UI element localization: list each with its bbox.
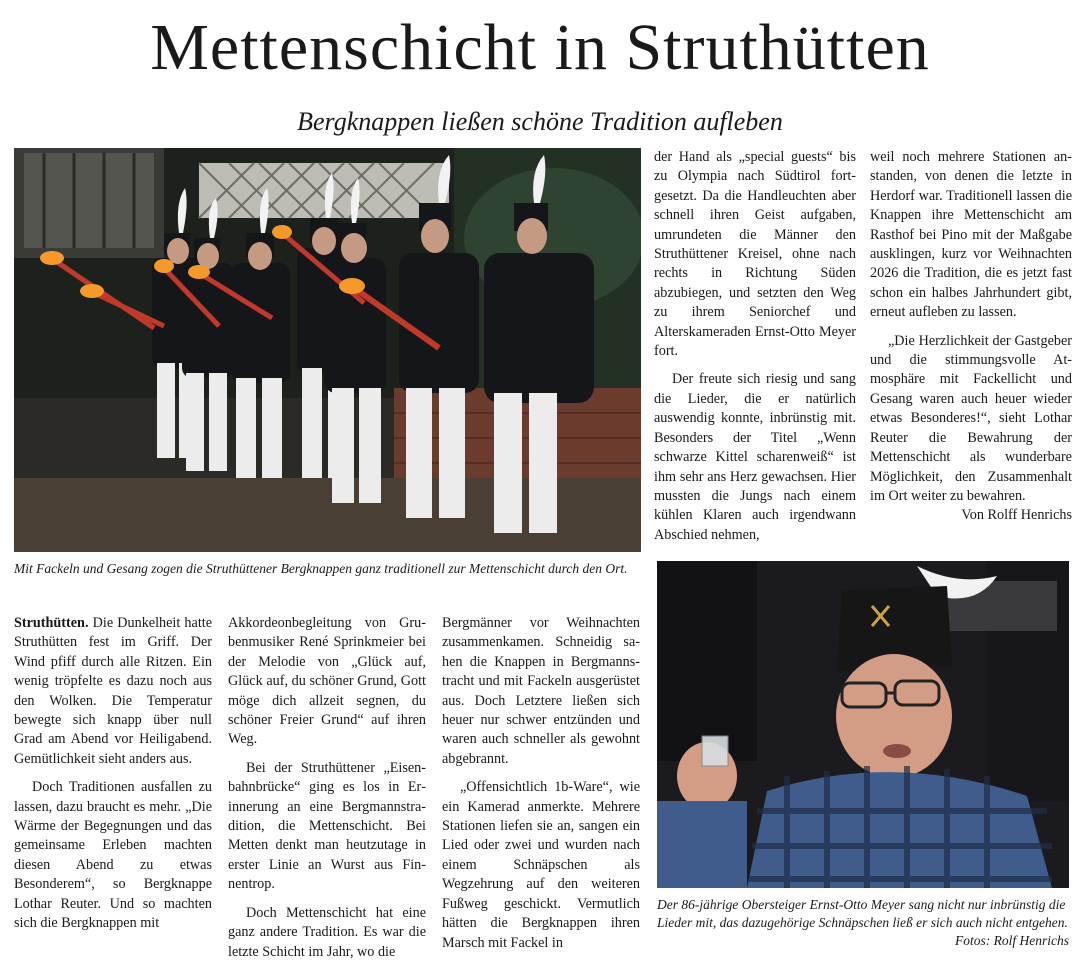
photo-credit: Fotos: Rolf Henrichs [955,933,1069,948]
paragraph-6-end: weil noch mehrere Stationen anstanden, von denen die letzte in Herdorf war. Traditionell lassen die Knappen ihre Mettenschicht am Rasthof bei Pino mit der Maßgabe ausklingen, kurz vor Weihnachten 2026 die Tradition, die es jetzt fast schon ein halbes Jahrhundert gibt, erneut aufleben zu lassen. [870,149,1072,321]
paragraph-7-text: „Die Herzlichkeit der Gastgeber und die stimmungsvolle Atmosphäre mit Fackellicht und Gesang waren auch heuer wieder etwas Besonderes!“, sieht Lothar Reuter die Bewahrung der Mettenschicht als wunderbare Möglichkeit, den Zusammenhalt im Ort weiter zu bewahren. [870,332,1072,504]
paragraph-5-start: „Offensichtlich 1b-Ware“, wie ein Kamerad anmerkte. Mehrere Stationen liefen sie an, sangen ein Lied oder zwei und wurden nach einem Schnäpschen als Wegzehrung auf den weiteren Fußweg geschickt. Vermutlich hätten die Bergknappen ihren Marsch mit Fackel in [442,779,640,951]
paragraph-4-start: Doch Mettenschicht hat eine ganz andere Tradition. Es war die letzte Schicht im Jahr, wo die [228,904,426,960]
photo2-caption-text: Der 86-jährige Obersteiger Ernst-Otto Meyer sang nicht nur inbrünstig die Lieder mit, das dazugehörige Schnäpschen ließ er sich auch nicht entgehen. [657,897,1068,930]
paragraph-4-end: Bergmänner vor Weihnachten zusammenkamen. Schneidig sahen die Knappen in Bergmannstracht und mit Fackeln ausgerüstet aus. Doch Letztere ließen sich heuer nur schwer entzünden und waren auch schneller als gewohnt abgebrannt. [442,615,640,767]
paragraph-2-start: Doch Traditionen ausfallen zu lassen, dazu braucht es mehr. „Die Wärme der Begegnungen und das gemeinsame Erleben machten diesen Abend zu etwas Besonderem“, so Bergknappe Lothar Reuter. Und so machten sich die Bergknappen mit [14,779,212,932]
article-column-5 [870,148,1072,526]
photo1-caption: Mit Fackeln und Gesang zogen die Struthüttener Bergknappen ganz traditionell zur Mettenschicht durch den Ort. [14,561,628,576]
paragraph-1: Die Dunkelheit hatte Struthütten fest im Griff. Der Wind pfiff durch alle Ritzen. Ein wenig tröpfelte es dazu noch aus den Wolken. Die Temperatur bewegte sich knapp über null Grad am Abend vor Heiligabend. Gemütlichkeit sieht anders aus. [14,615,212,767]
paragraph-2-end: Akkordeonbegleitung von Grubenmusiker René Sprinkmeier bei der Melodie von „Glück auf, Glück auf, du schöner Grund, Gott möge dich allzeit segnen, du schöner Freier Grund“ auf ihren Weg. [228,615,426,748]
article-column-3 [442,614,640,953]
byline: Von Rolff Henrichs [961,507,1072,524]
article-column-4 [654,148,856,545]
paragraph-5-end: der Hand als „special guests“ bis zu Olympia nach Südtirol fortgesetzt. Da die Handleuchten aber schnell ihren Geist aufgaben, umrundeten die Männer den Struthüttener Kreisel, ohne nach rechts in Richtung Süden abzubiegen, und setzten den Weg zu ihrem Seniorchef und Alterskameraden Ernst-Otto Meyer fort. [654,149,856,360]
photo2-caption [657,896,1069,950]
paragraph-6-start: Der freute sich riesig und sang die Lieder, die er natürlich auswendig konnte, inbrünstig mit. Besonders der Titel „Wenn schwarze Kittel scharenweiß“ ist ihm sehr ans Herz gewachsen. Hier mussten die Jungs nach einem kühlen Klaren auch irgendwann Abschied nehmen, [654,371,856,543]
torch-procession-illustration [14,148,641,552]
headline: Mettenschicht in Struthütten [150,11,930,84]
paragraph-7 [870,332,1072,524]
paragraph-3: Bei der Struthüttener „Eisenbahnbrücke“ ging es los in Erinnerung an eine Bergmannstradition, die Mettenschicht. Bei Metten denkt man heutzutage in erster Linie an Wurst aus Finnentrop. [228,759,426,893]
photo-portrait-man-glass [657,561,1069,888]
subheadline: Bergknappen ließen schöne Tradition aufleben [297,107,783,136]
photo-torch-procession [14,148,641,552]
dateline: Struthütten. [14,615,89,631]
portrait-illustration [657,561,1069,888]
article-column-2 [228,614,426,962]
article-column-1 [14,614,212,934]
